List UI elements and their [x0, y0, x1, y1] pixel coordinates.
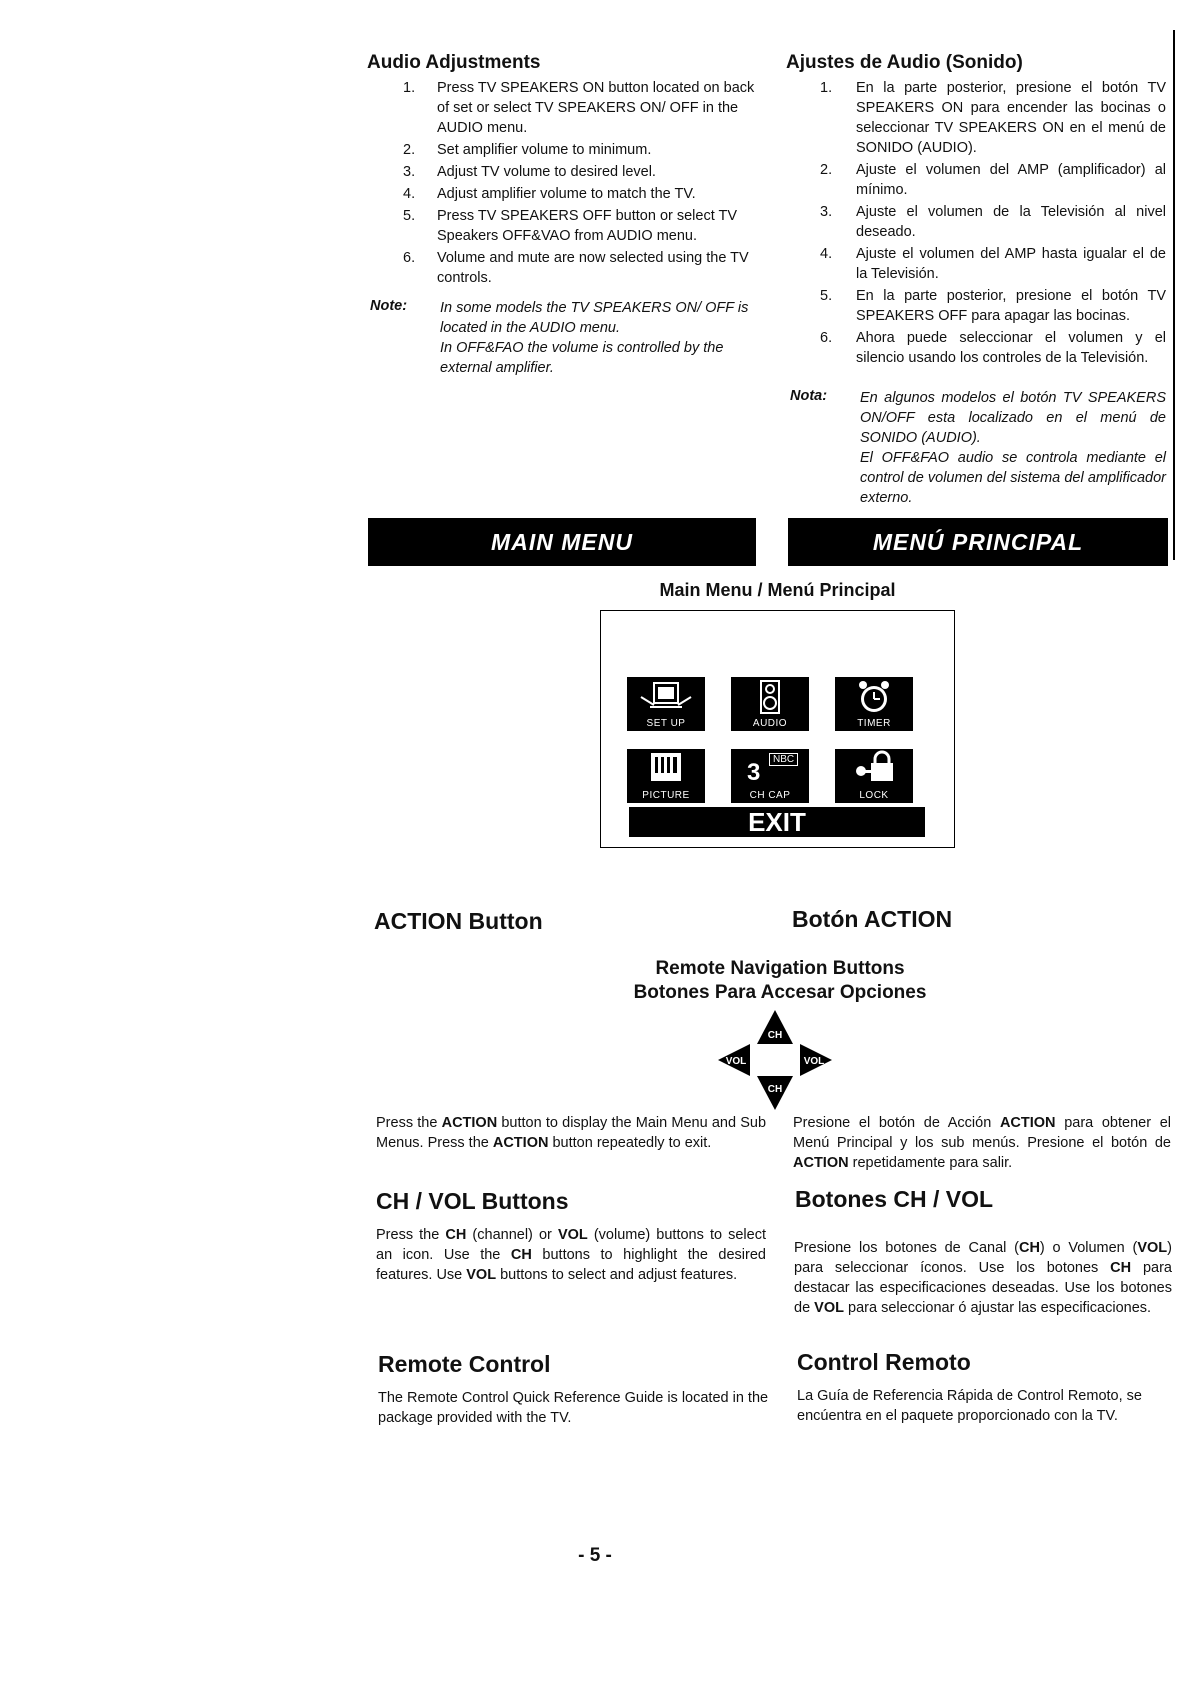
ajustes-audio-title: Ajustes de Audio (Sonido) [786, 52, 1023, 73]
svg-text:VOL: VOL [725, 1056, 747, 1067]
menu-tile-lock[interactable]: LOCK [835, 749, 913, 803]
list-item: 4. Ajuste el volumen del AMP hasta igualar el de la Televisión. [820, 246, 1166, 282]
remote-nav-buttons [700, 1008, 850, 1112]
vol-right-button[interactable] [800, 1044, 832, 1076]
menu-tile-setup[interactable]: SET UP [627, 677, 705, 731]
remote-text-en: The Remote Control Quick Reference Guide is located in the package provided with the TV. [378, 1390, 769, 1426]
menu-tile-picture[interactable]: PICTURE [627, 749, 705, 803]
ch-vol-title: CH / VOL Buttons [376, 1188, 569, 1214]
svg-text:CH: CH [767, 1030, 783, 1041]
list-item: 4. Adjust amplifier volume to match the TV. [403, 186, 696, 202]
list-item: 6. Volume and mute are now selected using the TV controls. [403, 250, 749, 286]
page-number: - 5 - [578, 1545, 612, 1566]
action-button-title: ACTION Button [374, 908, 543, 934]
list-item: 6. Ahora puede seleccionar el volumen y el silencio usando los controles de la Televisión. [820, 330, 1166, 366]
speaker-icon [731, 677, 809, 717]
boton-action-title: Botón ACTION [792, 906, 953, 932]
note-label: Note: [370, 298, 408, 314]
list-item: 2. Set amplifier volume to minimum. [403, 142, 652, 158]
nota-label: Nota: [790, 388, 828, 404]
list-item: 5. Press TV SPEAKERS OFF button or select TV Speakers OFF&VAO from AUDIO menu. [403, 208, 738, 244]
action-text-en: Press the ACTION button to display the Main Menu and Sub Menus. Press the ACTION button repeatedly to exit. [376, 1115, 767, 1151]
control-remoto-title: Control Remoto [797, 1349, 971, 1375]
note-text-en: In some models the TV SPEAKERS ON/ OFF is located in the AUDIO menu. In OFF&FAO the volume is controlled by the external amplifier. [440, 300, 749, 376]
tv-icon [627, 677, 705, 717]
main-menu-screen [600, 610, 955, 848]
note-text-es: En algunos modelos el botón TV SPEAKERS ON/OFF esta localizado en el menú de SONIDO (AUDIO). El OFF&FAO audio se controla mediante el control de volumen del sistema del amplificador externo. [860, 390, 1166, 506]
action-text-es: Presione el botón de Acción ACTION para obtener el Menú Principal y los sub menús. Presione el botón de ACTION repetidamente para salir. [793, 1115, 1171, 1171]
channel-number: 3 [747, 759, 761, 786]
svg-text:CH: CH [767, 1084, 783, 1095]
list-item: 3. Adjust TV volume to desired level. [403, 164, 656, 180]
menu-tile-ch-cap[interactable]: 3 NBC CH CAP [731, 749, 809, 803]
audio-steps-es [786, 78, 1166, 370]
remote-control-title: Remote Control [378, 1351, 551, 1377]
picture-icon [627, 749, 705, 789]
main-menu-banner: MAIN MENU [368, 518, 756, 566]
ch-up-button[interactable] [757, 1010, 793, 1044]
audio-adjustments-title: Audio Adjustments [367, 52, 541, 73]
svg-text:VOL: VOL [803, 1056, 825, 1067]
right-margin-rule [1173, 30, 1175, 560]
channel-caption-icon: NBC [769, 753, 798, 766]
list-item: 3. Ajuste el volumen de la Televisión al nivel deseado. [820, 204, 1166, 240]
list-item: 5. En la parte posterior, presione el botón TV SPEAKERS OFF para apagar las bocinas. [820, 288, 1166, 324]
list-item: 1. En la parte posterior, presione el botón TV SPEAKERS ON para encender las bocinas o seleccionar TV SPEAKERS ON en el menú de SONIDO (AUDIO). [820, 80, 1166, 156]
list-item: 1. Press TV SPEAKERS ON button located on back of set or select TV SPEAKERS ON/ OFF in the AUDIO menu. [403, 80, 755, 136]
main-menu-caption: Main Menu / Menú Principal [659, 580, 896, 600]
menu-tile-audio[interactable]: AUDIO [731, 677, 809, 731]
remote-nav-caption: Remote Navigation Buttons Botones Para Accesar Opciones [633, 958, 927, 1003]
botones-ch-vol-title: Botones CH / VOL [795, 1186, 994, 1212]
menu-tile-timer[interactable]: TIMER [835, 677, 913, 731]
remote-text-es: La Guía de Referencia Rápida de Control Remoto, se encúentra en el paquete proporcionado con la TV. [797, 1388, 1142, 1424]
list-item: 2. Ajuste el volumen del AMP (amplificador) al mínimo. [820, 162, 1166, 198]
exit-button[interactable]: EXIT [629, 807, 925, 837]
ch-vol-text-en: Press the CH (channel) or VOL (volume) buttons to select an icon. Use the CH buttons to highlight the desired features. Use VOL buttons to select and adjust features. [376, 1227, 767, 1283]
lock-key-icon [835, 749, 913, 789]
vol-left-button[interactable] [718, 1044, 750, 1076]
alarm-clock-icon [835, 677, 913, 717]
ch-down-button[interactable] [757, 1076, 793, 1110]
ch-vol-text-es: Presione los botones de Canal (CH) o Volumen (VOL) para seleccionar íconos. Use los botones CH para destacar las especificaciones deseadas. Use los botones de VOL para seleccionar ó ajustar las especificaciones. [794, 1240, 1172, 1316]
menu-principal-banner: MENÚ PRINCIPAL [788, 518, 1168, 566]
audio-steps-en [367, 78, 759, 290]
